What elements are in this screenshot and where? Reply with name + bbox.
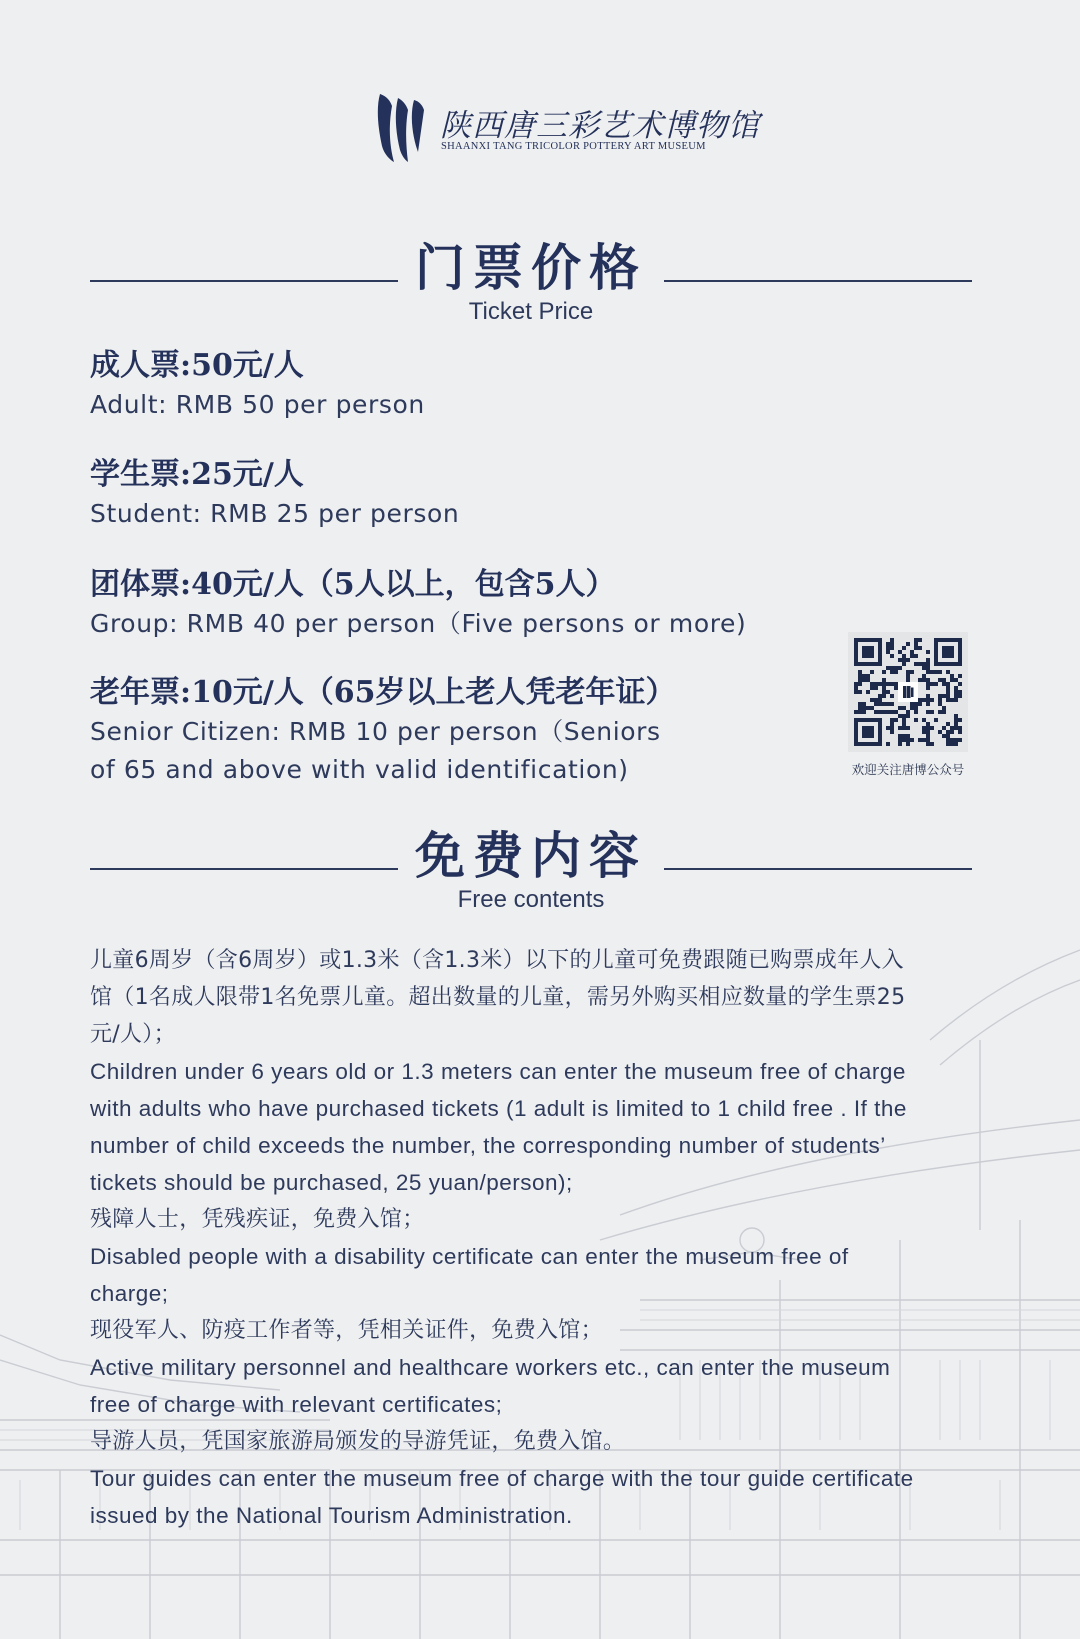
ticket-label-en: Group: RMB 40 per person（Five persons or more) bbox=[90, 609, 747, 638]
free-contents-title-en: Free contents bbox=[457, 886, 605, 913]
tricolor-horse-logo-icon bbox=[372, 88, 432, 163]
ticket-adult bbox=[90, 346, 425, 424]
ticket-label-cn: 老年票:10元/人（65岁以上老人凭老年证） bbox=[90, 675, 676, 710]
ticket-label-en: Senior Citizen: RMB 10 per person（Seniors bbox=[90, 717, 661, 746]
free-contents-line: 元/人）； bbox=[90, 1022, 176, 1047]
free-contents-line: 馆（1名成人限带1名免票儿童。超出数量的儿童，需另外购买相应数量的学生票25 bbox=[90, 985, 906, 1010]
free-contents-line: 儿童6周岁（含6周岁）或1.3米（含1.3米）以下的儿童可免费跟随已购票成年人入 bbox=[90, 948, 904, 973]
ticket-label-cn: 学生票:25元/人 bbox=[90, 457, 304, 492]
ticket-price-title-cn: 门票价格 bbox=[415, 238, 647, 297]
ticket-label-en: Student: RMB 25 per person bbox=[90, 499, 460, 528]
free-contents-line: issued by the National Tourism Administration. bbox=[90, 1503, 573, 1528]
qr-code-block bbox=[848, 632, 972, 778]
free-contents-body bbox=[90, 942, 990, 1534]
free-contents-line: 现役军人、防疫工作者等，凭相关证件，免费入馆； bbox=[90, 1318, 603, 1343]
ticket-label-en: of 65 and above with valid identification) bbox=[90, 755, 629, 784]
ticket-label-en: Adult: RMB 50 per person bbox=[90, 390, 425, 419]
ticket-student bbox=[90, 455, 459, 533]
ticket-senior bbox=[90, 673, 676, 789]
ticket-group bbox=[90, 565, 746, 643]
museum-logo bbox=[372, 88, 760, 163]
qr-caption: 欢迎关注唐博公众号 bbox=[851, 762, 965, 777]
free-contents-line: Children under 6 years old or 1.3 meters can enter the museum free of charge bbox=[90, 1059, 906, 1084]
free-contents-line: with adults who have purchased tickets (1 adult is limited to 1 child free . If the bbox=[90, 1096, 907, 1121]
free-contents-title-cn: 免费内容 bbox=[415, 826, 647, 885]
free-contents-line: 残障人士，凭残疾证，免费入馆； bbox=[90, 1207, 425, 1232]
museum-name-en: SHAANXI TANG TRICOLOR POTTERY ART MUSEUM bbox=[441, 141, 706, 152]
qr-code[interactable] bbox=[848, 632, 968, 752]
museum-name-cn: 陕西唐三彩艺术博物馆 bbox=[440, 108, 760, 144]
ticket-label-cn: 成人票:50元/人 bbox=[90, 348, 304, 383]
free-contents-line: number of child exceeds the number, the corresponding number of students’ bbox=[90, 1133, 886, 1158]
free-contents-line: Active military personnel and healthcare workers etc., can enter the museum bbox=[90, 1355, 891, 1380]
ticket-price-title-en: Ticket Price bbox=[468, 298, 594, 325]
free-contents-line: 导游人员，凭国家旅游局颁发的导游凭证，免费入馆。 bbox=[90, 1429, 626, 1454]
free-contents-line: free of charge with relevant certificates; bbox=[90, 1392, 503, 1417]
free-contents-line: Tour guides can enter the museum free of charge with the tour guide certificate bbox=[90, 1466, 914, 1491]
ticket-label-cn: 团体票:40元/人（5人以上，包含5人） bbox=[90, 567, 616, 602]
qr-code-icon bbox=[854, 638, 962, 746]
free-contents-line: tickets should be purchased, 25 yuan/person); bbox=[90, 1170, 573, 1195]
free-contents-line: charge; bbox=[90, 1281, 169, 1306]
free-contents-line: Disabled people with a disability certificate can enter the museum free of bbox=[90, 1244, 849, 1269]
free-contents-heading bbox=[90, 826, 972, 916]
ticket-price-heading bbox=[90, 238, 972, 328]
